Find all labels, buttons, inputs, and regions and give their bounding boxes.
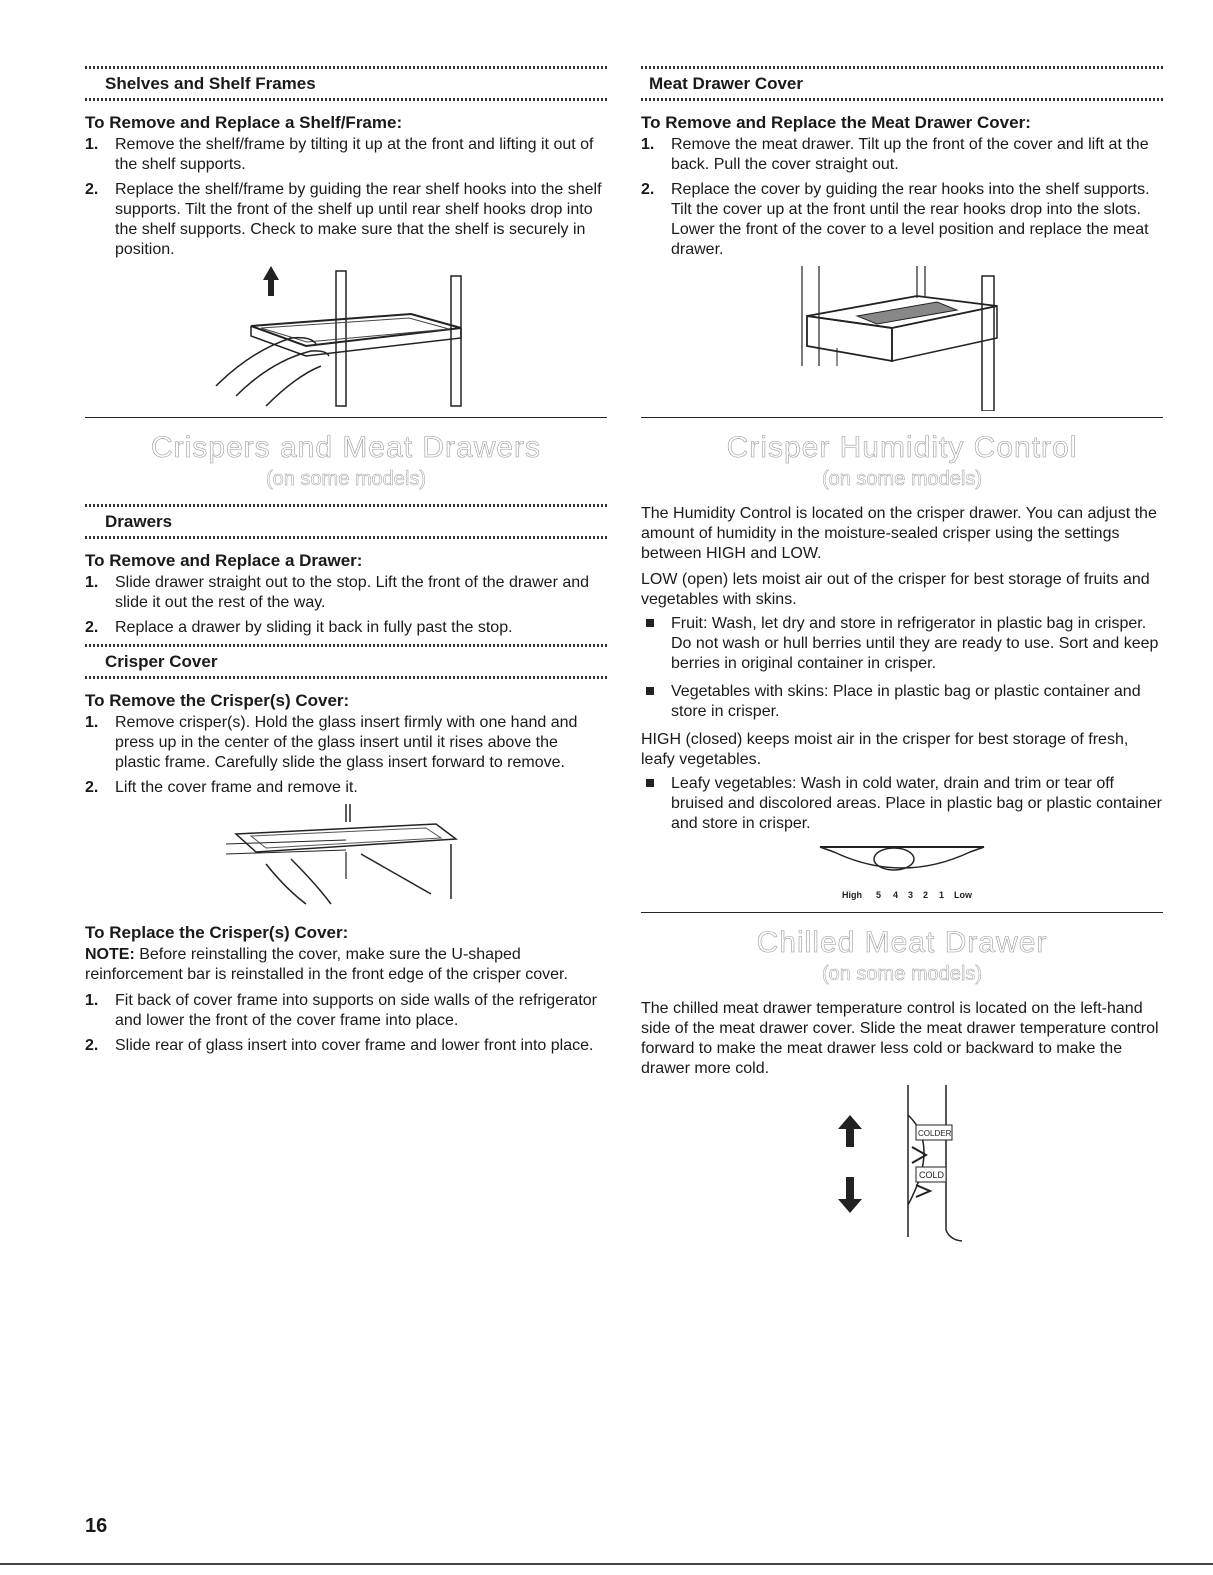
meat-cover-heading-band (641, 66, 1163, 101)
humidity-slider-illustration (802, 842, 1002, 904)
crisper-cover-remove-steps (85, 713, 607, 798)
high-bullets (641, 774, 1163, 834)
drawers-steps (85, 573, 607, 638)
list-item: Fruit: Wash, let dry and store in refrigerator in plastic bag in crisper. Do not wash or hull berries until they are ready to use. Sort and keep berries in original container in crisper. (641, 614, 1163, 674)
section-title: Crispers and Meat Drawers (150, 431, 542, 464)
humidity-section-header (641, 430, 1163, 492)
list-item: 2. Lift the cover frame and remove it. (85, 779, 358, 796)
list-item: Leafy vegetables: Wash in cold water, drain and trim or tear off bruised and discolored areas. Place in plastic bag or plastic container and store in crisper. (641, 774, 1163, 834)
low-bullets (641, 614, 1163, 722)
page-bottom-rule (0, 1563, 1213, 1565)
section-rule (85, 417, 607, 418)
right-column (641, 66, 1163, 1251)
section-rule (641, 912, 1163, 913)
list-item: 1. Slide drawer straight out to the stop. Lift the front of the drawer and slide it out the rest of the way. (85, 574, 590, 611)
scale-label-high: High (842, 890, 862, 900)
humidity-low-text: LOW (open) lets moist air out of the crisper for best storage of fruits and vegetables with skins. (641, 571, 1150, 608)
shelf-removal-illustration (211, 266, 481, 411)
note-paragraph (85, 945, 607, 985)
section-title: Crisper Humidity Control (726, 431, 1078, 464)
arrow-up-icon (838, 1115, 862, 1147)
note-label: NOTE: (85, 946, 135, 963)
meat-temp-control-illustration (822, 1085, 982, 1245)
crisper-cover-replace-subheading: To Replace the Crisper(s) Cover: (85, 923, 349, 942)
drawers-subheading: To Remove and Replace a Drawer: (85, 551, 363, 570)
meat-drawer-illustration (797, 266, 1007, 411)
left-column (85, 66, 607, 1061)
crisper-cover-remove-subheading: To Remove the Crisper(s) Cover: (85, 691, 350, 710)
drawers-heading-band (85, 504, 607, 539)
list-item: 2. Replace the shelf/frame by guiding the rear shelf hooks into the shelf supports. Tilt the front of the shelf up until rear shelf hooks drop into the shelf supports. Check to make sure that the shelf is securely in position. (85, 181, 602, 258)
scale-label-3: 3 (908, 890, 914, 900)
cold-label: COLD (919, 1170, 945, 1180)
shelves-steps (85, 135, 607, 260)
arrow-down-icon (838, 1177, 862, 1213)
humidity-high-text: HIGH (closed) keeps moist air in the crisper for best storage of fresh, leafy vegetables. (641, 731, 1129, 768)
colder-label: COLDER (918, 1129, 952, 1138)
crisper-cover-replace-steps (85, 991, 607, 1056)
crisper-cover-heading-band (85, 644, 607, 679)
humidity-intro: The Humidity Control is located on the crisper drawer. You can adjust the amount of humidity in the moisture-sealed crisper using the settings between HIGH and LOW. (641, 505, 1157, 562)
section-subtitle: (on some models) (821, 963, 983, 985)
list-item: 2. Replace the cover by guiding the rear hooks into the shelf supports. Tilt the cover up at the front until the rear hooks drop into the slots. Lower the front of the cover to a level position and replace the meat drawer. (641, 181, 1150, 258)
shelves-heading-band (85, 66, 607, 101)
page-number: 16 (85, 1515, 108, 1537)
scale-label-5: 5 (876, 890, 882, 900)
crisper-cover-heading: Crisper Cover (105, 652, 218, 671)
shelves-heading: Shelves and Shelf Frames (105, 74, 316, 93)
chilled-text: The chilled meat drawer temperature control is located on the left-hand side of the meat drawer cover. Slide the meat drawer temperature control forward to make the meat drawer less cold or backward to make the drawer more cold. (641, 1000, 1159, 1077)
section-title: Chilled Meat Drawer (756, 926, 1048, 959)
drawers-heading: Drawers (105, 512, 173, 531)
chilled-section-header (641, 925, 1163, 987)
list-item: 1. Remove the meat drawer. Tilt up the front of the cover and lift at the back. Pull the cover straight out. (641, 136, 1149, 173)
list-item: 1. Fit back of cover frame into supports on side walls of the refrigerator and lower the front of the cover frame into place. (85, 992, 597, 1029)
section-rule (641, 417, 1163, 418)
scale-label-low: Low (954, 890, 972, 900)
scale-label-1: 1 (939, 890, 945, 900)
list-item: 1. Remove crisper(s). Hold the glass insert firmly with one hand and press up in the center of the glass insert until it rises above the plastic frame. Carefully slide the glass insert forward to remove. (85, 714, 578, 771)
crispers-section-header (85, 430, 607, 492)
list-item: 2. Replace a drawer by sliding it back in fully past the stop. (85, 619, 513, 636)
scale-label-2: 2 (923, 890, 929, 900)
shelves-subheading: To Remove and Replace a Shelf/Frame: (85, 113, 403, 132)
scale-label-4: 4 (893, 890, 899, 900)
meat-cover-subheading: To Remove and Replace the Meat Drawer Cover: (641, 113, 1031, 132)
section-subtitle: (on some models) (265, 468, 427, 490)
list-item: 1. Remove the shelf/frame by tilting it up at the front and lifting it out of the shelf supports. (85, 136, 594, 173)
meat-cover-steps (641, 135, 1163, 260)
note-text: Before reinstalling the cover, make sure the U-shaped reinforcement bar is reinstalled in the front edge of the crisper cover. (85, 946, 568, 983)
list-item: 2. Slide rear of glass insert into cover frame and lower front into place. (85, 1037, 594, 1054)
section-subtitle: (on some models) (821, 468, 983, 490)
meat-cover-heading: Meat Drawer Cover (649, 74, 804, 93)
list-item: Vegetables with skins: Place in plastic bag or plastic container and store in crisper. (641, 682, 1163, 722)
crisper-cover-illustration (226, 804, 466, 909)
